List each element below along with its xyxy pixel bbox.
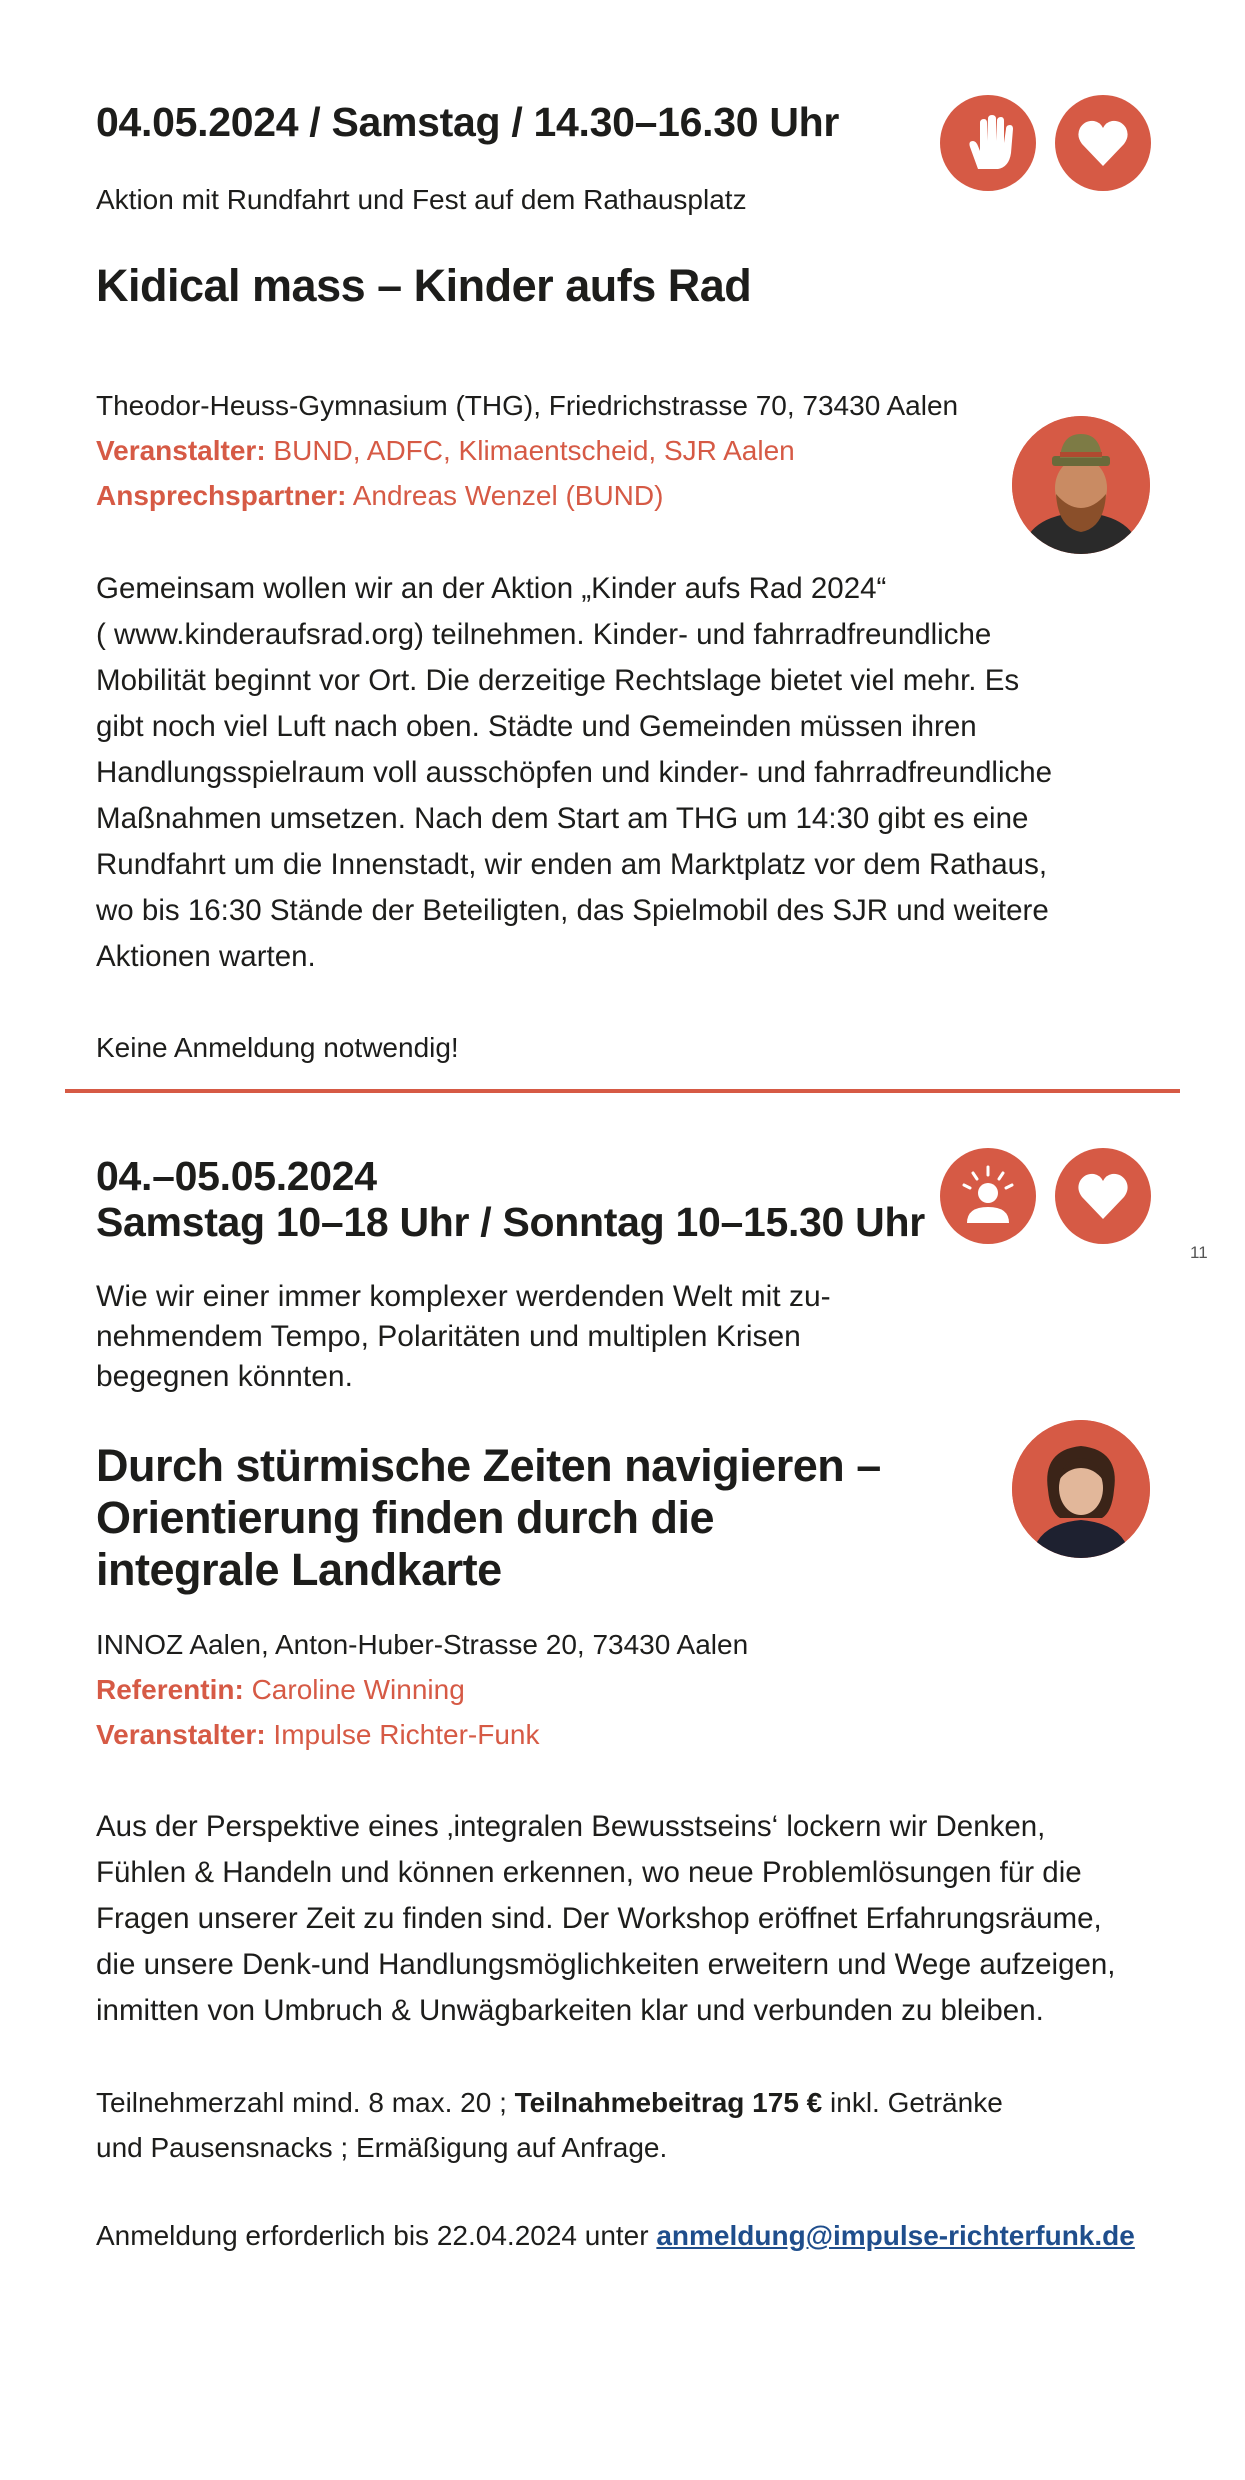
page-number: 11 — [1190, 1243, 1208, 1262]
registration-email-link[interactable]: anmeldung@impulse-richterfunk.de — [656, 2220, 1135, 2251]
event-1-subtitle: Aktion mit Rundfahrt und Fest auf dem Rathausplatz — [96, 184, 747, 215]
event-2-description: Aus der Perspektive eines ‚integralen Bewusstseins‘ lockern wir Denken, Fühlen & Handeln und können erkennen, wo neue Problemlösungen für die Fragen unserer Zeit zu finden sind. Der Workshop eröffnet Erfahrungsräume, die unsere Denk-und Handlungsmöglichkeiten erweitern und Wege aufzeigen, inmitten von Umbruch & Unwägbarkeiten klar und verbunden zu bleiben. — [96, 1810, 1116, 2027]
event-2-registration: Anmeldung erforderlich bis 22.04.2024 unter anmeldung@impulse-richterfunk.de — [96, 2220, 1135, 2251]
event-2-speaker: Referentin: Caroline Winning — [96, 1674, 465, 1705]
event-1-date: 04.05.2024 / Samstag / 14.30–16.30 Uhr — [96, 99, 840, 145]
event-1-description: Gemeinsam wollen wir an der Aktion „Kinder aufs Rad 2024“ ( www.kinderaufsrad.org) teilnehmen. Kinder- und fahrradfreundliche Mobilität beginnt vor Ort. Die derzeitige Rechtslage bietet viel mehr. Es gibt noch viel Luft nach oben. Städte und Gemeinden müssen ihren Handlungsspielraum voll ausschöpfen und kinder- und fahrradfreundliche Maßnahmen umsetzen. Nach dem Start am THG um 14:30 gibt es eine Rundfahrt um die Innenstadt, wir enden am Marktplatz vor dem Rathaus, wo bis 16:30 Stände der Beteiligten, das Spielmobil des SJR und weitere Aktionen warten. — [96, 572, 1053, 973]
avatar-caroline-winning — [1012, 1420, 1150, 1558]
event-2-fees: Teilnehmerzahl mind. 8 max. 20 ; Teilnahmebeitrag 175 € inkl. Getränke und Pausensnacks ; Ermäßigung auf Anfrage. — [96, 2087, 1003, 2163]
event-2-details — [96, 1622, 748, 1757]
event-1-location: Theodor-Heuss-Gymnasium (THG), Friedrichstrasse 70, 73430 Aalen — [96, 390, 959, 421]
heart-icon — [1055, 95, 1151, 191]
section-divider — [65, 1089, 1180, 1093]
event-1-details — [96, 383, 958, 518]
event-1-organizer: Veranstalter: BUND, ADFC, Klimaentscheid, SJR Aalen — [96, 435, 795, 466]
event-2-subtitle: Wie wir einer immer komplexer werdenden Welt mit zu- nehmendem Tempo, Polaritäten und multiplen Krisen begegnen könnten. — [96, 1280, 831, 1393]
person-sun-icon — [940, 1148, 1036, 1244]
heart-icon — [1055, 1148, 1151, 1244]
hand-icon — [940, 95, 1036, 191]
event-2-location: INNOZ Aalen, Anton-Huber-Strasse 20, 73430 Aalen — [96, 1629, 749, 1660]
event-1-contact: Ansprechspartner: Andreas Wenzel (BUND) — [96, 480, 664, 511]
event-2-date-range: 04.–05.05.2024 — [96, 1153, 377, 1199]
event-2-title: Durch stürmische Zeiten navigieren – Orientierung finden durch die integrale Landkarte — [96, 1440, 881, 1595]
event-2-times: Samstag 10–18 Uhr / Sonntag 10–15.30 Uhr — [96, 1199, 925, 1245]
event-1-title: Kidical mass – Kinder aufs Rad — [96, 260, 752, 311]
avatar-andreas-wenzel — [1012, 416, 1150, 554]
event-1-note: Keine Anmeldung notwendig! — [96, 1032, 459, 1063]
event-2-organizer: Veranstalter: Impulse Richter-Funk — [96, 1719, 540, 1750]
